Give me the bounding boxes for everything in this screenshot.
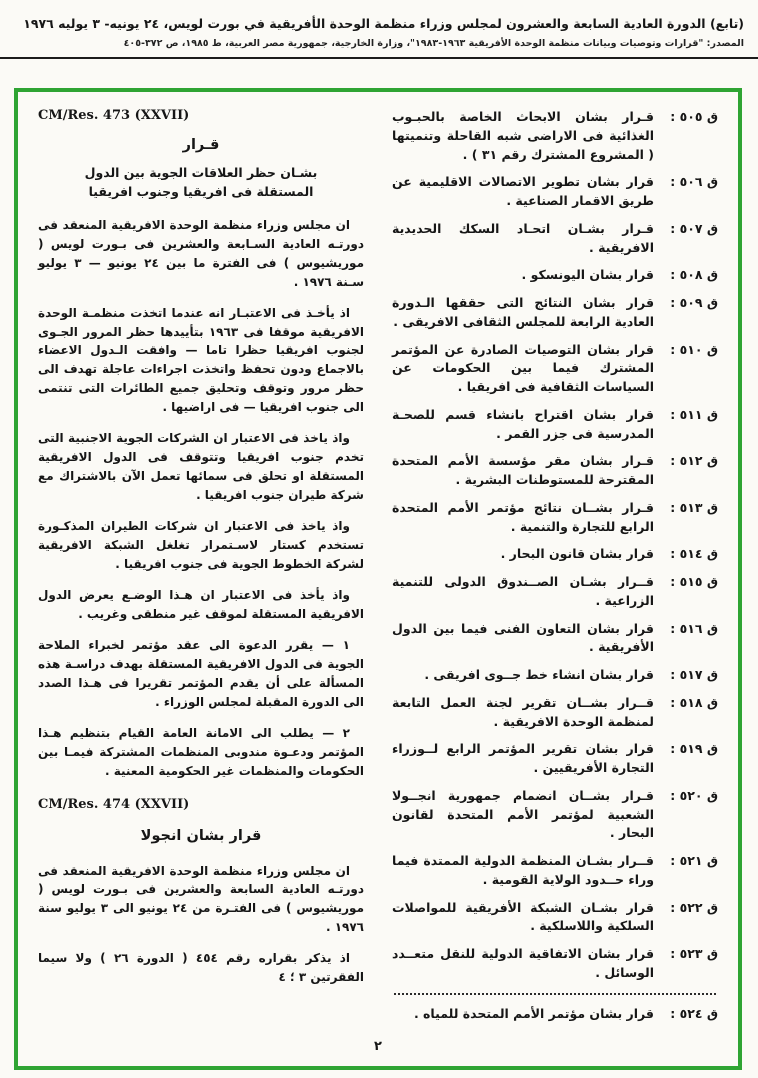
res-474-paragraph: ان مجلس وزراء منظمة الوحدة الافريقية المنعقد فى دورتـه العادية السابعة والعشرين فى بـورت لويس ( موريشيوس ) فى الفتـرة من ٢٤ يونيو الى ٣ يوليو سنة ١٩٧٦ .: [38, 863, 364, 935]
list-item: [392, 787, 718, 843]
resolution-title: قـرار بشــان انضمام جمهورية انجــولا الشعبية لمؤتمر الأمم المتحدة لقانون البحار .: [392, 787, 654, 841]
list-item: [392, 573, 718, 611]
list-item: [392, 620, 718, 658]
resolution-number: ق ٥٢٠ :: [670, 787, 718, 803]
res-474-paragraph: اذ يذكر بقراره رقم ٤٥٤ ( الدورة ٢٦ ) ولا سيما الفقرتين ٣ ؛ ٤: [38, 951, 364, 985]
res-473-subtitle-line1: بشـان حظر العلاقات الجوية بين الدول: [84, 165, 318, 180]
resolution-number: ق ٥١٦ :: [670, 620, 718, 636]
resolution-title: قرار بشان التوصيات الصادرة عن المؤتمر المشترك فيما بين الحكومات عن السياسات الثقافية فى افريقيا .: [392, 341, 654, 394]
cmres-473-reference: CM/Res. 473 (XXVII): [38, 108, 190, 123]
cmres-474-reference: CM/Res. 474 (XXVII): [38, 796, 190, 812]
dotted-separator: [394, 993, 716, 995]
resolution-title: قرار بشان تطوير الاتصالات الاقليمية عن طريق الاقمار الصناعية .: [392, 174, 654, 208]
list-item: [392, 173, 718, 211]
list-item: [392, 406, 718, 444]
resolution-number: ق ٥١٨ :: [670, 694, 718, 710]
resolution-title: قــرار بشــان تقرير لجنة العمل التابعة لمنظمة الوحدة الافريقية .: [392, 694, 654, 729]
res-473-paragraph: واذ يأخذ فى الاعتبار ان هـذا الوضـع يعرض الدول الافريقية المستقلة لموقف غير منطقى وغريب .: [38, 587, 364, 621]
resolution-number: ق ٥٠٥ :: [670, 109, 718, 124]
resolution-number: ق ٥١٩ :: [670, 741, 718, 757]
resolution-number: ق ٥٢٢ :: [670, 899, 718, 915]
list-item: [392, 545, 718, 564]
page-number: ٢: [374, 1039, 382, 1054]
res-473-paragraph: ١ — يقرر الدعوة الى عقد مؤتمر لخبراء الملاحة الجوية فى الدول الافريقية المستقلة بهدف دراسـة هذه المسألة على أن يقدم المؤتمر تقريرا فى هـذا الصدد الى الدورة المقبلة لمجلس الوزراء .: [38, 637, 364, 709]
resolution-title: قرار بشان انشاء خط جــوى افريقى .: [424, 667, 654, 682]
resolution-title: قرار بشان قانون البحار .: [500, 546, 654, 562]
resolution-text-column: [38, 108, 364, 1056]
list-item: [392, 740, 718, 778]
resolution-number: ق ٥١٥ :: [670, 574, 718, 589]
list-item: [392, 341, 718, 397]
res-473-subtitle-line2: المستقلة فى افريقيا وجنوب افريقيا: [88, 184, 314, 200]
res-473-paragraph: واذ ياخذ فى الاعتبار ان الشركات الجوية الاجنبية التى تخدم جنوب افريقيا وتتوقف فى الدول الافريقية المستقلة او تحلق فى سمائها تعمل الآن بالاشتراك مع شركة طيران جنوب افريقيا .: [38, 431, 364, 503]
green-frame: [14, 88, 742, 1070]
resolution-number: ق ٥١٧ :: [670, 667, 718, 682]
resolution-title: قرار بشان النتائج التى حققها الـدورة العادية الرابعة للمجلس الثقافى الافريقى .: [392, 295, 654, 329]
resolution-number: ق ٥٠٩ :: [670, 295, 718, 310]
resolution-title: قرار بشـان الشبكة الأفريقية للمواصلات السلكية واللاسلكية .: [392, 899, 654, 934]
resolution-title: قرار بشان تقرير المؤتمر الرابع لــوزراء التجارة الأفريقيين .: [392, 741, 654, 775]
list-item: [392, 1005, 718, 1024]
resolution-number: ق ٥٠٨ :: [670, 267, 718, 283]
resolution-title: قرار بشان اليونسكو .: [521, 267, 654, 283]
list-item: [392, 945, 718, 983]
resolutions-index-column: [392, 108, 718, 1056]
resolution-number: ق ٥٠٧ :: [670, 220, 718, 236]
list-item: [392, 666, 718, 685]
list-item: [392, 294, 718, 332]
header-source-citation: المصدر: "قرارات وتوصيات وبيانات منظمة الوحدة الأفريقية ١٩٦٣-١٩٨٣"، وزارة الخارجية، جمهورية مصر العربية، ط ١٩٨٥، ص ٣٧٢-٤٠٥: [123, 38, 744, 49]
res-474-title: قرار بشان انجولا: [140, 827, 262, 844]
resolution-title: قــرار بشـان الصــندوق الدولى للتنمية الزراعية .: [392, 574, 654, 608]
resolution-number: ق ٥١٣ :: [670, 499, 718, 515]
resolution-number: ق ٥٠٦ :: [670, 174, 718, 190]
resolution-title: قرار بشان التعاون الفنى فيما بين الدول الأفريقية .: [392, 620, 654, 655]
page-header: [0, 0, 758, 59]
res-473-paragraph: اذ يأخـذ فى الاعتبـار انه عندما اتخذت منظمـة الوحدة الافريقية موقفا فى ١٩٦٣ بتأييدها حظر المرور الجـوى لجنوب افريقيا حظرا تاما — وافقت الـدول الاعضاء بالاجماع ودون تحفظ واتخذت اجراءات عاجلة تهدف الى حظر مرور وتوقف وتحليق جميع الطائرات التى تنتمى الى جنوب افريقيا — فى اراضيها .: [38, 305, 364, 415]
res-473-paragraph: ان مجلس وزراء منظمة الوحدة الافريقية المنعقد فى دورتـه العادية السـابعة والعشرين فى بـورت لويس ( موريشيوس ) فى الفترة ما بين ٢٤ يونيو — ٣ يوليو سـنة ١٩٧٦ .: [38, 217, 364, 289]
resolution-title: قرار بشان الاتفاقية الدولية للنقل متعــدد الوسائل .: [392, 946, 654, 980]
list-item: [392, 499, 718, 537]
resolution-title: قـرار بشــان نتائج مؤتمر الأمم المتحدة الرابع للتجارة والتنمية .: [392, 499, 654, 534]
list-item: [392, 452, 718, 490]
res-473-title: قـرار: [182, 137, 220, 153]
resolution-title: قــرار بشـان المنظمة الدولية الممتدة فيما وراء حــدود الولاية القومية .: [392, 853, 654, 887]
list-item: [392, 694, 718, 732]
list-item: [392, 220, 718, 258]
resolution-number: ق ٥٢٣ :: [670, 946, 718, 961]
resolution-title: قـرار بشـان اتحـاد السكك الحديدية الافريقية .: [392, 220, 654, 255]
resolution-title: قـرار بشان مقر مؤسسة الأمم المتحدة المقترحة للمستوطنات البشرية .: [392, 453, 654, 487]
resolution-title: قرار بشان اقتراح بانشاء قسم للصحـة المدرسية فى جزر القمر .: [392, 406, 654, 441]
resolution-number: ق ٥٢٤ :: [670, 1005, 718, 1021]
two-column-layout: [18, 92, 738, 1066]
list-item: [392, 899, 718, 937]
list-item: [392, 266, 718, 285]
resolution-title: قرار بشان مؤتمر الأمم المتحدة للمياه .: [413, 1005, 654, 1021]
resolution-number: ق ٥١٢ :: [670, 453, 718, 469]
header-session-title: (تابع) الدورة العادية السابعة والعشرون لمجلس وزراء منظمة الوحدة الأفريقية في بورت لويس، ٢٤ يونيه- ٣ يوليه ١٩٧٦: [23, 16, 744, 31]
res-473-subtitle: [38, 163, 364, 202]
resolution-number: ق ٥١٠ :: [670, 341, 718, 357]
resolution-number: ق ٥٢١ :: [670, 853, 718, 868]
res-474-section: [38, 797, 364, 988]
res-473-paragraph: واذ ياخذ فى الاعتبار ان شركات الطيران المذكـورة تستخدم كستار لاسـتمرار تغلغل الشبكة الافريقية لشركة الخطوط الجوية فى جنوب افريقيا .: [38, 519, 364, 571]
res-473-paragraph: ٢ — يطلب الى الامانة العامة القيام بتنظيم هـذا المؤتمر ودعـوة مندوبى المنظمات المشتركة فيمـا بين الحكومات والمنظمات غير الحكومية المعنية .: [38, 725, 364, 778]
list-item: [392, 108, 718, 164]
resolution-number: ق ٥١٤ :: [670, 546, 718, 562]
list-item: [392, 852, 718, 890]
resolution-number: ق ٥١١ :: [670, 406, 718, 422]
resolution-title: قـرار بشان الابحاث الخاصة بالحبـوب الغذائية فى الاراضى شبه القاحلة وتنميتها ( المشروع المشترك رقم ٣١ ) .: [392, 109, 654, 162]
